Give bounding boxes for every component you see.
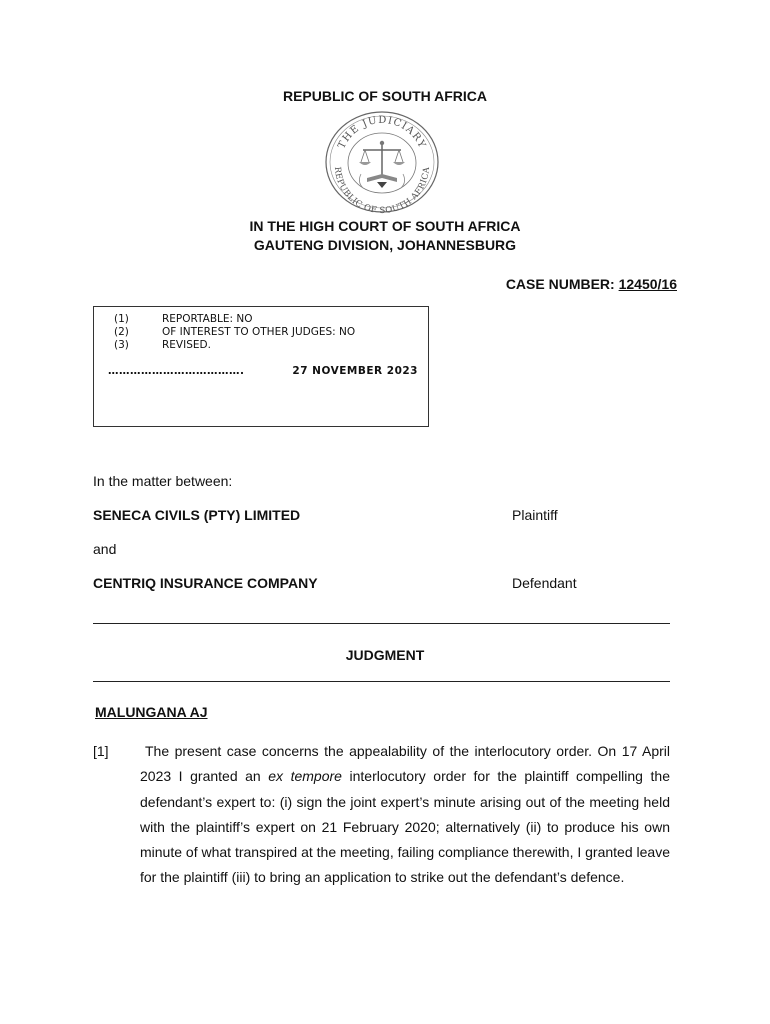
case-number-label: CASE NUMBER: [505,276,619,292]
paragraph-number: [1] [93,743,109,759]
divider-top [93,623,670,624]
parties-conjunction: and [93,541,117,557]
case-number-value: 12450/16 [618,276,677,292]
box-item [114,339,211,351]
box-item-text: REVISED. [162,339,211,351]
judiciary-seal-logo [317,110,447,218]
box-item-number: (2) [114,326,129,338]
signature-line: ………………………………. [108,365,245,377]
divider-bottom [93,681,670,682]
box-item [114,326,355,338]
country-heading: REPUBLIC OF SOUTH AFRICA [282,88,488,104]
paragraph-1 [140,739,670,891]
box-item-number: (3) [114,339,129,351]
paragraph-1-text-b: interlocutory order for the plaintiff compelling the defendant’s expert to: (i) sign the joint expert’s minute arising out of the meeting held with the plaintiff’s expert on 21 February 2020; alternatively (ii) to produce his own minute of what transpired at the meeting, failing compliance therewith, I granted leave for the plaintiff (iii) to bring an application to strike out the defendant’s defence. [140,768,670,886]
judgment-date: 27 NOVEMBER 2023 [292,365,418,377]
box-item-number: (1) [114,313,129,325]
case-number [506,276,677,292]
defendant-role: Defendant [512,575,577,591]
svg-text:REPUBLIC OF SOUTH AFRICA: REPUBLIC OF SOUTH AFRICA [331,166,433,217]
defendant-name: CENTRIQ INSURANCE COMPANY [93,575,318,591]
parties-intro: In the matter between: [93,473,233,489]
judgment-heading: JUDGMENT [345,647,425,663]
reportable-box [93,306,429,427]
plaintiff-role: Plaintiff [512,507,558,523]
box-item-text: OF INTEREST TO OTHER JUDGES: NO [162,326,356,338]
paragraph-1-text-a: The present case concerns the appealability of the interlocutory order. On 17 April 2023 I granted an [140,743,670,785]
judge-name: MALUNGANA AJ [95,704,208,720]
court-name: IN THE HIGH COURT OF SOUTH AFRICA [249,218,521,234]
svg-text:THE JUDICIARY: THE JUDICIARY [336,114,428,151]
plaintiff-name: SENECA CIVILS (PTY) LIMITED [93,507,301,523]
box-item [114,313,253,325]
box-item-text: REPORTABLE: NO [162,313,253,325]
court-division: GAUTENG DIVISION, JOHANNESBURG [253,237,517,253]
paragraph-1-italic: ex tempore [268,768,342,785]
